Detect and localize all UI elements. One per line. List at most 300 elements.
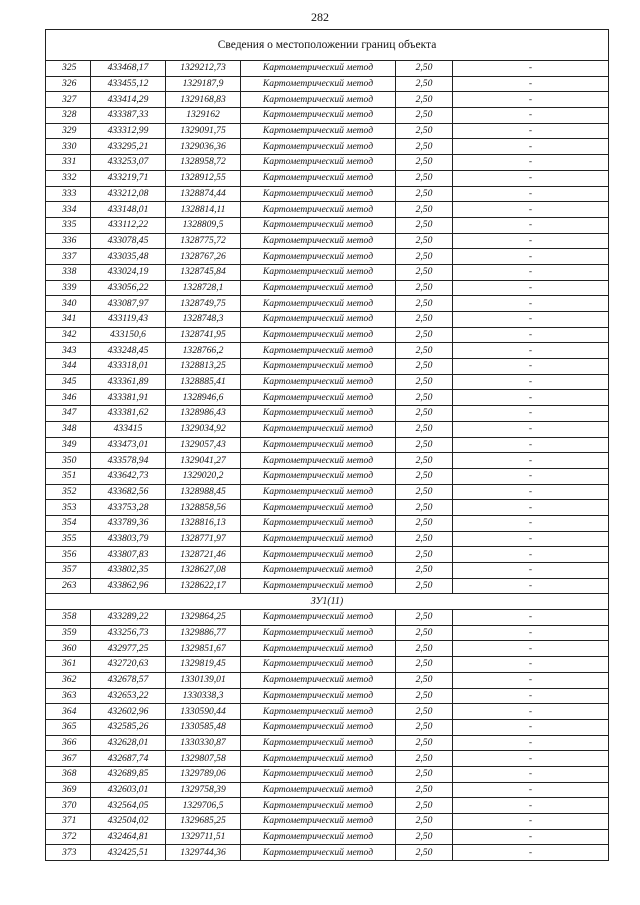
cell-point-number: 362 [46, 672, 91, 688]
cell-y-coordinate: 1330590,44 [166, 704, 241, 720]
cell-x-coordinate: 433289,22 [91, 610, 166, 626]
cell-x-coordinate: 433361,89 [91, 374, 166, 390]
cell-accuracy: 2,50 [396, 61, 453, 77]
table-row [46, 672, 609, 688]
cell-x-coordinate: 432687,74 [91, 751, 166, 767]
cell-description: - [453, 249, 609, 265]
cell-point-number: 335 [46, 217, 91, 233]
table-row [46, 719, 609, 735]
cell-point-number: 334 [46, 202, 91, 218]
cell-y-coordinate: 1328741,95 [166, 327, 241, 343]
cell-point-number: 357 [46, 563, 91, 579]
cell-x-coordinate: 433415 [91, 421, 166, 437]
cell-description: - [453, 312, 609, 328]
cell-accuracy: 2,50 [396, 202, 453, 218]
cell-point-number: 355 [46, 531, 91, 547]
cell-method: Картометрический метод [241, 108, 396, 124]
cell-y-coordinate: 1329864,25 [166, 610, 241, 626]
cell-description: - [453, 610, 609, 626]
cell-accuracy: 2,50 [396, 657, 453, 673]
cell-y-coordinate: 1329020,2 [166, 468, 241, 484]
cell-y-coordinate: 1328766,2 [166, 343, 241, 359]
cell-point-number: 344 [46, 359, 91, 375]
boundary-table-container [45, 29, 608, 861]
cell-x-coordinate: 433256,73 [91, 625, 166, 641]
cell-x-coordinate: 432564,05 [91, 798, 166, 814]
cell-accuracy: 2,50 [396, 390, 453, 406]
cell-method: Картометрический метод [241, 610, 396, 626]
cell-accuracy: 2,50 [396, 719, 453, 735]
table-title-row [46, 30, 609, 61]
cell-description: - [453, 814, 609, 830]
section-row [46, 594, 609, 610]
table-row [46, 547, 609, 563]
cell-point-number: 366 [46, 735, 91, 751]
cell-x-coordinate: 433312,99 [91, 123, 166, 139]
table-row [46, 735, 609, 751]
cell-method: Картометрический метод [241, 625, 396, 641]
cell-x-coordinate: 433112,22 [91, 217, 166, 233]
cell-point-number: 325 [46, 61, 91, 77]
cell-accuracy: 2,50 [396, 563, 453, 579]
cell-method: Картометрический метод [241, 406, 396, 422]
cell-point-number: 332 [46, 170, 91, 186]
cell-accuracy: 2,50 [396, 625, 453, 641]
table-row [46, 264, 609, 280]
cell-point-number: 330 [46, 139, 91, 155]
cell-x-coordinate: 433253,07 [91, 155, 166, 171]
cell-description: - [453, 61, 609, 77]
table-row [46, 296, 609, 312]
cell-accuracy: 2,50 [396, 374, 453, 390]
cell-x-coordinate: 433119,43 [91, 312, 166, 328]
cell-description: - [453, 672, 609, 688]
cell-point-number: 370 [46, 798, 91, 814]
cell-point-number: 327 [46, 92, 91, 108]
cell-y-coordinate: 1328775,72 [166, 233, 241, 249]
cell-method: Картометрический метод [241, 547, 396, 563]
cell-point-number: 348 [46, 421, 91, 437]
cell-point-number: 349 [46, 437, 91, 453]
cell-point-number: 342 [46, 327, 91, 343]
cell-method: Картометрический метод [241, 76, 396, 92]
table-row [46, 359, 609, 375]
cell-point-number: 350 [46, 453, 91, 469]
cell-description: - [453, 421, 609, 437]
cell-method: Картометрический метод [241, 170, 396, 186]
cell-y-coordinate: 1328749,75 [166, 296, 241, 312]
cell-x-coordinate: 433219,71 [91, 170, 166, 186]
cell-description: - [453, 186, 609, 202]
cell-y-coordinate: 1329041,27 [166, 453, 241, 469]
cell-y-coordinate: 1328814,11 [166, 202, 241, 218]
cell-y-coordinate: 1328622,17 [166, 578, 241, 594]
cell-y-coordinate: 1328809,5 [166, 217, 241, 233]
cell-method: Картометрический метод [241, 139, 396, 155]
cell-method: Картометрический метод [241, 704, 396, 720]
cell-y-coordinate: 1328771,97 [166, 531, 241, 547]
cell-accuracy: 2,50 [396, 343, 453, 359]
cell-accuracy: 2,50 [396, 531, 453, 547]
cell-x-coordinate: 433381,91 [91, 390, 166, 406]
cell-point-number: 352 [46, 484, 91, 500]
cell-method: Картометрический метод [241, 390, 396, 406]
cell-y-coordinate: 1329807,58 [166, 751, 241, 767]
cell-method: Картометрический метод [241, 563, 396, 579]
cell-description: - [453, 374, 609, 390]
cell-method: Картометрический метод [241, 202, 396, 218]
cell-method: Картометрический метод [241, 217, 396, 233]
cell-x-coordinate: 433473,01 [91, 437, 166, 453]
cell-accuracy: 2,50 [396, 578, 453, 594]
cell-accuracy: 2,50 [396, 264, 453, 280]
cell-x-coordinate: 432720,63 [91, 657, 166, 673]
cell-method: Картометрический метод [241, 829, 396, 845]
cell-method: Картометрический метод [241, 123, 396, 139]
cell-description: - [453, 406, 609, 422]
cell-y-coordinate: 1329819,45 [166, 657, 241, 673]
cell-method: Картометрический метод [241, 672, 396, 688]
cell-method: Картометрический метод [241, 312, 396, 328]
cell-x-coordinate: 433056,22 [91, 280, 166, 296]
table-row [46, 390, 609, 406]
cell-method: Картометрический метод [241, 468, 396, 484]
cell-point-number: 336 [46, 233, 91, 249]
cell-accuracy: 2,50 [396, 170, 453, 186]
cell-y-coordinate: 1329212,73 [166, 61, 241, 77]
cell-description: - [453, 217, 609, 233]
cell-point-number: 361 [46, 657, 91, 673]
cell-method: Картометрический метод [241, 264, 396, 280]
cell-accuracy: 2,50 [396, 233, 453, 249]
cell-accuracy: 2,50 [396, 735, 453, 751]
cell-point-number: 356 [46, 547, 91, 563]
cell-y-coordinate: 1328816,13 [166, 515, 241, 531]
cell-y-coordinate: 1328748,3 [166, 312, 241, 328]
cell-point-number: 343 [46, 343, 91, 359]
table-row [46, 280, 609, 296]
cell-point-number: 373 [46, 845, 91, 861]
cell-description: - [453, 798, 609, 814]
cell-x-coordinate: 433642,73 [91, 468, 166, 484]
cell-point-number: 341 [46, 312, 91, 328]
cell-y-coordinate: 1329886,77 [166, 625, 241, 641]
cell-point-number: 346 [46, 390, 91, 406]
table-row [46, 845, 609, 861]
table-row [46, 766, 609, 782]
cell-y-coordinate: 1329034,92 [166, 421, 241, 437]
cell-description: - [453, 531, 609, 547]
cell-point-number: 359 [46, 625, 91, 641]
table-row [46, 563, 609, 579]
cell-accuracy: 2,50 [396, 92, 453, 108]
cell-accuracy: 2,50 [396, 484, 453, 500]
cell-accuracy: 2,50 [396, 123, 453, 139]
cell-y-coordinate: 1328986,43 [166, 406, 241, 422]
cell-y-coordinate: 1329162 [166, 108, 241, 124]
cell-description: - [453, 515, 609, 531]
cell-y-coordinate: 1329091,75 [166, 123, 241, 139]
cell-point-number: 353 [46, 500, 91, 516]
table-row [46, 61, 609, 77]
section-label: ЗУ1(11) [46, 594, 609, 610]
cell-accuracy: 2,50 [396, 249, 453, 265]
cell-y-coordinate: 1329758,39 [166, 782, 241, 798]
cell-x-coordinate: 433578,94 [91, 453, 166, 469]
cell-x-coordinate: 433803,79 [91, 531, 166, 547]
cell-x-coordinate: 433148,01 [91, 202, 166, 218]
cell-point-number: 372 [46, 829, 91, 845]
cell-method: Картометрический метод [241, 688, 396, 704]
cell-description: - [453, 92, 609, 108]
cell-x-coordinate: 432977,25 [91, 641, 166, 657]
cell-method: Картометрический метод [241, 249, 396, 265]
table-row [46, 343, 609, 359]
table-row [46, 641, 609, 657]
cell-accuracy: 2,50 [396, 312, 453, 328]
cell-point-number: 329 [46, 123, 91, 139]
cell-description: - [453, 484, 609, 500]
cell-description: - [453, 343, 609, 359]
cell-x-coordinate: 432603,01 [91, 782, 166, 798]
cell-y-coordinate: 1328912,55 [166, 170, 241, 186]
cell-x-coordinate: 433468,17 [91, 61, 166, 77]
cell-accuracy: 2,50 [396, 829, 453, 845]
cell-y-coordinate: 1328885,41 [166, 374, 241, 390]
cell-description: - [453, 641, 609, 657]
table-row [46, 814, 609, 830]
table-row [46, 170, 609, 186]
table-row [46, 123, 609, 139]
cell-point-number: 339 [46, 280, 91, 296]
cell-x-coordinate: 432464,81 [91, 829, 166, 845]
cell-accuracy: 2,50 [396, 155, 453, 171]
cell-x-coordinate: 433035,48 [91, 249, 166, 265]
cell-accuracy: 2,50 [396, 76, 453, 92]
table-row [46, 202, 609, 218]
table-row [46, 657, 609, 673]
cell-description: - [453, 547, 609, 563]
table-row [46, 500, 609, 516]
table-row [46, 704, 609, 720]
cell-point-number: 338 [46, 264, 91, 280]
cell-accuracy: 2,50 [396, 186, 453, 202]
cell-y-coordinate: 1330585,48 [166, 719, 241, 735]
cell-y-coordinate: 1330338,3 [166, 688, 241, 704]
cell-method: Картометрический метод [241, 531, 396, 547]
cell-y-coordinate: 1329685,25 [166, 814, 241, 830]
cell-method: Картометрический метод [241, 845, 396, 861]
cell-method: Картометрический метод [241, 453, 396, 469]
cell-accuracy: 2,50 [396, 814, 453, 830]
cell-method: Картометрический метод [241, 641, 396, 657]
cell-accuracy: 2,50 [396, 688, 453, 704]
cell-description: - [453, 829, 609, 845]
cell-x-coordinate: 433789,36 [91, 515, 166, 531]
cell-accuracy: 2,50 [396, 845, 453, 861]
cell-accuracy: 2,50 [396, 437, 453, 453]
cell-description: - [453, 578, 609, 594]
cell-accuracy: 2,50 [396, 515, 453, 531]
cell-x-coordinate: 433414,29 [91, 92, 166, 108]
cell-method: Картометрический метод [241, 186, 396, 202]
cell-x-coordinate: 432678,57 [91, 672, 166, 688]
cell-description: - [453, 296, 609, 312]
cell-description: - [453, 751, 609, 767]
table-row [46, 233, 609, 249]
cell-point-number: 365 [46, 719, 91, 735]
cell-point-number: 340 [46, 296, 91, 312]
cell-method: Картометрический метод [241, 343, 396, 359]
cell-x-coordinate: 433807,83 [91, 547, 166, 563]
cell-x-coordinate: 433862,96 [91, 578, 166, 594]
cell-accuracy: 2,50 [396, 421, 453, 437]
cell-x-coordinate: 432585,26 [91, 719, 166, 735]
table-row [46, 515, 609, 531]
cell-point-number: 363 [46, 688, 91, 704]
cell-description: - [453, 327, 609, 343]
cell-method: Картометрический метод [241, 421, 396, 437]
cell-method: Картометрический метод [241, 515, 396, 531]
cell-description: - [453, 76, 609, 92]
cell-description: - [453, 657, 609, 673]
cell-accuracy: 2,50 [396, 468, 453, 484]
table-row [46, 437, 609, 453]
cell-y-coordinate: 1330330,87 [166, 735, 241, 751]
cell-x-coordinate: 433078,45 [91, 233, 166, 249]
cell-point-number: 351 [46, 468, 91, 484]
cell-x-coordinate: 432602,96 [91, 704, 166, 720]
cell-y-coordinate: 1328946,6 [166, 390, 241, 406]
cell-accuracy: 2,50 [396, 406, 453, 422]
cell-method: Картометрический метод [241, 61, 396, 77]
cell-x-coordinate: 433381,62 [91, 406, 166, 422]
table-row [46, 453, 609, 469]
cell-description: - [453, 563, 609, 579]
cell-accuracy: 2,50 [396, 751, 453, 767]
cell-accuracy: 2,50 [396, 547, 453, 563]
cell-description: - [453, 108, 609, 124]
table-row [46, 155, 609, 171]
table-row [46, 249, 609, 265]
cell-y-coordinate: 1329036,36 [166, 139, 241, 155]
cell-x-coordinate: 432689,85 [91, 766, 166, 782]
table-row [46, 92, 609, 108]
cell-point-number: 371 [46, 814, 91, 830]
table-row [46, 217, 609, 233]
table-row [46, 76, 609, 92]
cell-x-coordinate: 433802,35 [91, 563, 166, 579]
cell-method: Картометрический метод [241, 296, 396, 312]
cell-y-coordinate: 1328813,25 [166, 359, 241, 375]
cell-description: - [453, 688, 609, 704]
cell-y-coordinate: 1328874,44 [166, 186, 241, 202]
cell-method: Картометрический метод [241, 798, 396, 814]
cell-method: Картометрический метод [241, 484, 396, 500]
cell-method: Картометрический метод [241, 500, 396, 516]
cell-description: - [453, 359, 609, 375]
cell-point-number: 354 [46, 515, 91, 531]
cell-method: Картометрический метод [241, 719, 396, 735]
cell-method: Картометрический метод [241, 782, 396, 798]
cell-method: Картометрический метод [241, 766, 396, 782]
table-row [46, 108, 609, 124]
cell-description: - [453, 233, 609, 249]
table-row [46, 751, 609, 767]
cell-description: - [453, 782, 609, 798]
table-row [46, 610, 609, 626]
cell-x-coordinate: 433387,33 [91, 108, 166, 124]
cell-description: - [453, 170, 609, 186]
page-number: 282 [311, 10, 329, 24]
cell-description: - [453, 625, 609, 641]
cell-y-coordinate: 1328767,26 [166, 249, 241, 265]
cell-accuracy: 2,50 [396, 500, 453, 516]
cell-point-number: 328 [46, 108, 91, 124]
cell-description: - [453, 719, 609, 735]
cell-method: Картометрический метод [241, 751, 396, 767]
cell-x-coordinate: 433248,45 [91, 343, 166, 359]
cell-point-number: 326 [46, 76, 91, 92]
cell-description: - [453, 123, 609, 139]
table-row [46, 374, 609, 390]
cell-description: - [453, 155, 609, 171]
cell-accuracy: 2,50 [396, 327, 453, 343]
cell-y-coordinate: 1328958,72 [166, 155, 241, 171]
cell-accuracy: 2,50 [396, 766, 453, 782]
cell-accuracy: 2,50 [396, 296, 453, 312]
table-row [46, 829, 609, 845]
table-row [46, 312, 609, 328]
cell-method: Картометрический метод [241, 92, 396, 108]
table-row [46, 531, 609, 547]
cell-y-coordinate: 1328721,46 [166, 547, 241, 563]
cell-x-coordinate: 432504,02 [91, 814, 166, 830]
table-row [46, 782, 609, 798]
cell-y-coordinate: 1329168,83 [166, 92, 241, 108]
cell-x-coordinate: 433455,12 [91, 76, 166, 92]
cell-accuracy: 2,50 [396, 280, 453, 296]
table-row [46, 139, 609, 155]
table-row [46, 625, 609, 641]
cell-y-coordinate: 1329057,43 [166, 437, 241, 453]
cell-description: - [453, 453, 609, 469]
cell-method: Картометрический метод [241, 578, 396, 594]
cell-accuracy: 2,50 [396, 798, 453, 814]
cell-point-number: 263 [46, 578, 91, 594]
cell-y-coordinate: 1329851,67 [166, 641, 241, 657]
cell-y-coordinate: 1329187,9 [166, 76, 241, 92]
cell-accuracy: 2,50 [396, 704, 453, 720]
cell-description: - [453, 735, 609, 751]
table-row [46, 798, 609, 814]
cell-y-coordinate: 1328627,08 [166, 563, 241, 579]
cell-accuracy: 2,50 [396, 610, 453, 626]
cell-point-number: 333 [46, 186, 91, 202]
cell-point-number: 337 [46, 249, 91, 265]
cell-x-coordinate: 433682,56 [91, 484, 166, 500]
cell-point-number: 368 [46, 766, 91, 782]
cell-y-coordinate: 1330139,01 [166, 672, 241, 688]
cell-point-number: 331 [46, 155, 91, 171]
table-title: Сведения о местоположении границ объекта [46, 30, 609, 61]
cell-point-number: 358 [46, 610, 91, 626]
cell-accuracy: 2,50 [396, 217, 453, 233]
cell-accuracy: 2,50 [396, 641, 453, 657]
cell-description: - [453, 500, 609, 516]
cell-description: - [453, 845, 609, 861]
cell-y-coordinate: 1329789,06 [166, 766, 241, 782]
